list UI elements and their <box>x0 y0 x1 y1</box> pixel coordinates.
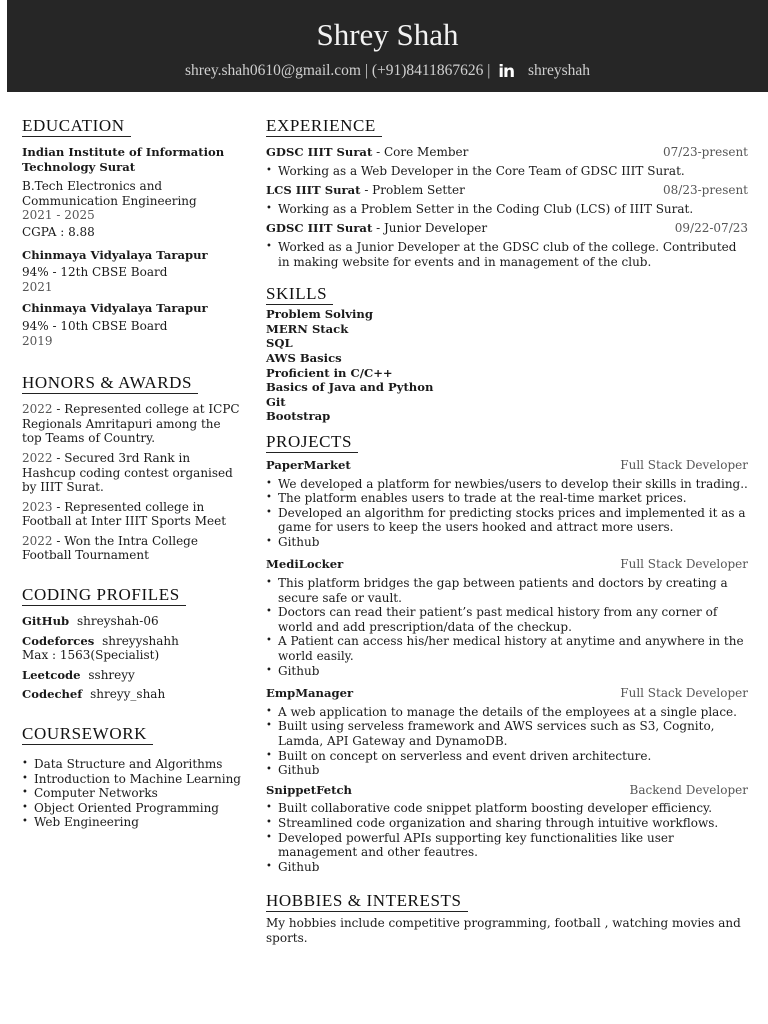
list-item: • Built on concept on serverless and event driven architecture. <box>278 749 748 764</box>
list-item: • The platform enables users to trade at the real-time market prices. <box>278 491 748 506</box>
experience-title: EXPERIENCE <box>266 116 382 137</box>
experience-section <box>266 116 748 269</box>
list-item: • Data Structure and Algorithms <box>34 757 244 772</box>
experience-entry <box>266 145 748 178</box>
grade: 94% - 10th CBSE Board <box>22 318 168 333</box>
list-item: • Streamlined code organization and sharing through intuitive workflows. <box>278 816 748 831</box>
date-range: 07/23-present <box>663 145 748 159</box>
list-item: • Built using serveless framework and AWS services such as S3, Cognito, Lamda, API Gateway and DynamoDB. <box>278 719 748 748</box>
date-range: 09/22-07/23 <box>674 221 748 236</box>
profile-handle[interactable]: shreyyshahh <box>102 633 179 648</box>
school-name: Chinmaya Vidyalaya Tarapur <box>22 301 208 316</box>
school-name: Indian Institute of Information Technology Surat <box>22 145 225 174</box>
role: - Problem Setter <box>360 183 465 198</box>
coursework-title: COURSEWORK <box>22 724 153 745</box>
profile-site: GitHub <box>22 614 70 629</box>
profile-item[interactable] <box>22 668 244 683</box>
award-item <box>22 500 244 529</box>
contact-details[interactable]: shrey.shah0610@gmail.com | (+91)8411867626 | <box>185 62 491 79</box>
years: 2019 <box>22 333 53 348</box>
role: - Junior Developer <box>372 221 488 236</box>
hobbies-text: My hobbies include competitive programming, football , watching movies and sports. <box>266 916 741 945</box>
list-item: • Computer Networks <box>34 786 244 801</box>
list-item: • Built collaborative code snippet platform boosting developer efficiency. <box>278 801 748 816</box>
org-name: GDSC IIIT Surat <box>266 221 373 236</box>
degree: B.Tech Electronics and Communication Engineering <box>22 179 197 208</box>
project-role: Full Stack Developer <box>620 686 748 701</box>
award-text: - Secured 3rd Rank in Hashcup coding contest organised by IIIT Surat. <box>22 450 233 495</box>
education-title: EDUCATION <box>22 116 131 137</box>
project-entry <box>266 686 748 778</box>
project-entry <box>266 783 748 875</box>
profile-handle[interactable]: shreyshah-06 <box>76 614 159 629</box>
skill-item: Problem Solving <box>266 307 373 322</box>
experience-entry <box>266 183 748 216</box>
github-link[interactable]: • Github <box>278 535 748 550</box>
award-year: 2022 <box>22 450 53 465</box>
grade: 94% - 12th CBSE Board <box>22 265 168 280</box>
profile-handle[interactable]: sshreyy <box>88 667 135 682</box>
coding-profiles-section <box>22 585 244 702</box>
projects-section <box>266 432 748 874</box>
profile-item[interactable] <box>22 614 244 629</box>
skills-title: SKILLS <box>266 284 333 305</box>
github-link[interactable]: • Github <box>278 860 748 875</box>
profile-site: Leetcode <box>22 667 81 682</box>
years: 2021 <box>22 279 53 294</box>
profile-rating: Max : 1563(Specialist) <box>22 648 160 663</box>
award-item <box>22 451 244 495</box>
skill-item: Git <box>266 394 286 409</box>
list-item: • Object Oriented Programming <box>34 801 244 816</box>
list-item: • This platform bridges the gap between patients and doctors by creating a secure safe or vault. <box>278 576 748 605</box>
skill-item: Bootstrap <box>266 409 331 424</box>
hobbies-title: HOBBIES & INTERESTS <box>266 891 468 912</box>
hobbies-section <box>266 891 748 945</box>
linkedin-icon: in <box>498 62 515 82</box>
skill-item: MERN Stack <box>266 321 349 336</box>
date-range: 08/23-present <box>663 183 748 198</box>
experience-entry <box>266 221 748 269</box>
education-entry <box>22 248 244 295</box>
left-column <box>22 116 244 834</box>
skill-item: Basics of Java and Python <box>266 380 434 395</box>
project-name: SnippetFetch <box>266 782 352 797</box>
award-item <box>22 534 244 563</box>
list-item: • Developed powerful APIs supporting key functionalities like user management and other feautres. <box>278 831 748 860</box>
years: 2021 - 2025 <box>22 208 95 223</box>
profile-item[interactable] <box>22 634 244 663</box>
candidate-name: Shrey Shah <box>316 17 459 52</box>
cgpa: CGPA : 8.88 <box>22 224 95 239</box>
list-item: • Developed an algorithm for predicting stocks prices and implemented it as a game for users to keep the users hooked and attract more users. <box>278 506 748 535</box>
skill-item: Proficient in C/C++ <box>266 365 393 380</box>
profile-item[interactable] <box>22 687 244 702</box>
list-item: • We developed a platform for newbies/users to develop their skills in trading.. <box>278 477 748 492</box>
skills-section <box>266 284 748 424</box>
contact-line <box>7 62 768 81</box>
list-item: • A web application to manage the details of the employees at a single place. <box>278 705 748 720</box>
honors-section <box>22 373 244 563</box>
profile-handle[interactable]: shreyy_shah <box>90 687 166 702</box>
github-link[interactable]: • Github <box>278 664 748 679</box>
list-item: • Working as a Web Developer in the Core Team of GDSC IIIT Surat. <box>278 164 748 179</box>
list-item: • Web Engineering <box>34 815 244 830</box>
skill-item: AWS Basics <box>266 350 342 365</box>
role: - Core Member <box>372 145 469 159</box>
list-item: • Doctors can read their patient’s past medical history from any corner of world and add prescription/data of the checkup. <box>278 605 748 634</box>
award-year: 2022 <box>22 533 53 548</box>
list-item: • Worked as a Junior Developer at the GDSC club of the college. Contributed in making website for events and in management of the club. <box>278 240 748 269</box>
list-item: • Working as a Problem Setter in the Coding Club (LCS) of IIIT Surat. <box>278 202 748 217</box>
project-entry <box>266 557 748 678</box>
org-name: GDSC IIIT Surat <box>266 145 373 159</box>
award-text: - Won the Intra College Football Tournament <box>22 533 198 563</box>
profile-site: Codeforces <box>22 633 95 648</box>
github-link[interactable]: • Github <box>278 763 748 778</box>
honors-title: HONORS & AWARDS <box>22 373 198 394</box>
coursework-list <box>22 757 244 830</box>
projects-title: PROJECTS <box>266 432 358 453</box>
education-entry <box>22 145 244 240</box>
award-text: - Represented college at ICPC Regionals Amritapuri among the top Teams of Country. <box>22 402 240 446</box>
coding-profiles-title: CODING PROFILES <box>22 585 186 606</box>
project-name: MediLocker <box>266 557 344 572</box>
award-text: - Represented college in Football at Inter IIIT Sports Meet <box>22 499 227 529</box>
org-name: LCS IIIT Surat <box>266 183 361 198</box>
education-section <box>22 116 244 348</box>
coursework-section <box>22 724 244 830</box>
profile-site: Codechef <box>22 687 83 702</box>
education-entry <box>22 301 244 348</box>
award-year: 2023 <box>22 499 53 514</box>
project-role: Full Stack Developer <box>620 457 748 472</box>
project-entry <box>266 458 748 550</box>
project-role: Backend Developer <box>629 782 748 797</box>
project-role: Full Stack Developer <box>620 557 748 572</box>
project-name: EmpManager <box>266 686 354 701</box>
project-name: PaperMarket <box>266 457 351 472</box>
award-item <box>22 402 244 446</box>
list-item: • A Patient can access his/her medical history at anytime and anywhere in the world easily. <box>278 634 748 663</box>
award-year: 2022 <box>22 402 53 417</box>
right-column <box>266 116 748 946</box>
skill-item: SQL <box>266 336 293 351</box>
linkedin-handle[interactable]: shreyshah <box>528 62 590 79</box>
list-item: • Introduction to Machine Learning <box>34 772 244 787</box>
school-name: Chinmaya Vidyalaya Tarapur <box>22 247 208 262</box>
resume-header <box>7 0 768 92</box>
